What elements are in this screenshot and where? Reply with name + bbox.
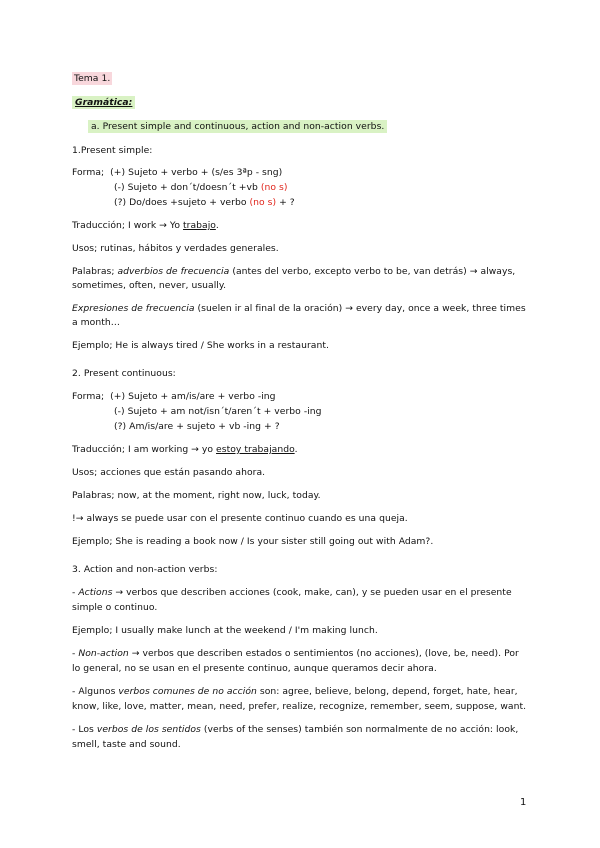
s1-exp-rest: (suelen ir al final de la oración) → every day, once a week, three times <box>194 303 526 314</box>
s3-sen-italic: verbos de los sentidos <box>96 724 201 735</box>
grammar-heading-text: Gramática: <box>72 96 135 109</box>
s3-actions-line2: simple o continuo. <box>72 602 158 613</box>
s1-form1: (+) Sujeto + verbo + (s/es 3ªp - sng) <box>110 167 283 178</box>
s3-alg-rest: son: agree, believe, belong, depend, forget, hate, hear, <box>256 686 518 697</box>
s1-ejemplo: Ejemplo; He is always tired / She works in a restaurant. <box>72 340 329 351</box>
s3-sentidos <box>72 724 518 736</box>
subtitle-text: a. Present simple and continuous, action and non-action verbs. <box>88 120 387 133</box>
s1-translation <box>72 220 219 232</box>
s1-palabras-line2: sometimes, often, never, usually. <box>72 280 227 291</box>
s3-nonaction-line2: lo general, no se usan en el presente continuo, aunque queramos decir ahora. <box>72 663 437 674</box>
s3-sen-rest: (verbs of the senses) también son normalmente de no acción: look, <box>200 724 519 735</box>
s1-expresiones-line2: a month… <box>72 317 120 328</box>
s1-usos: Usos; rutinas, hábitos y verdades generales. <box>72 243 279 254</box>
subtitle <box>88 121 387 133</box>
s3-alg-italic: verbos comunes de no acción <box>118 686 257 697</box>
s1-expresiones <box>72 303 526 315</box>
s3-algunos-line2: know, like, love, matter, mean, need, prefer, realize, recognize, remember, seem, suppose, want. <box>72 701 527 712</box>
title <box>72 73 112 85</box>
page-number: 1 <box>520 797 527 808</box>
s3-act-rest: → verbos que describen acciones (cook, make, can), y se pueden usar en el presente <box>112 587 512 598</box>
title-text: Tema 1. <box>74 73 111 84</box>
s1-trad-pre: Traducción; I work → Yo <box>72 220 183 231</box>
s2-heading: 2. Present continuous: <box>72 368 176 379</box>
s1-pal-pre: Palabras; <box>72 266 118 277</box>
s1-form-line1 <box>72 167 282 179</box>
s3-sen-pre: - Los <box>72 724 97 735</box>
s3-algunos <box>72 686 518 698</box>
s1-form-label: Forma; <box>72 167 105 178</box>
s1-trad-end: . <box>215 220 219 231</box>
s2-trad-end: . <box>294 444 298 455</box>
s2-form2: (-) Sujeto + am not/isn´t/aren´t + verbo -ing <box>114 406 322 417</box>
s2-translation <box>72 444 298 456</box>
s1-pal-rest: (antes del verbo, excepto verbo to be, van detrás) → always, <box>229 266 516 277</box>
s1-heading: 1.Present simple: <box>72 145 153 156</box>
s1-pal-italic: adverbios de frecuencia <box>117 266 230 277</box>
s3-non-italic: Non-action <box>78 648 129 659</box>
s1-form3: (?) Do/does +sujeto + verbo <box>114 197 250 208</box>
s2-form-line1 <box>72 391 276 403</box>
s1-form3-end: + ? <box>276 197 295 208</box>
s1-trad-underlined: trabajo <box>182 220 216 231</box>
s3-heading: 3. Action and non-action verbs: <box>72 564 218 575</box>
s1-form3-red: (no s) <box>249 197 277 208</box>
s2-palabras: Palabras; now, at the moment, right now, luck, today. <box>72 490 321 501</box>
s1-palabras <box>72 266 515 278</box>
s1-form-line2 <box>114 182 288 194</box>
s2-form-label: Forma; <box>72 391 105 402</box>
s2-nota: !→ always se puede usar con el presente continuo cuando es una queja. <box>72 513 408 524</box>
s3-sentidos-line2: smell, taste and sound. <box>72 739 181 750</box>
grammar-heading <box>72 97 135 109</box>
s3-non-rest: → verbos que describen estados o sentimientos (no acciones), (love, be, need). Por <box>128 648 519 659</box>
s2-form1: (+) Sujeto + am/is/are + verbo -ing <box>110 391 276 402</box>
s1-exp-italic: Expresiones de frecuencia <box>72 303 195 314</box>
s3-ejemplo: Ejemplo; I usually make lunch at the weekend / I'm making lunch. <box>72 625 378 636</box>
s3-act-italic: Actions <box>78 587 113 598</box>
s2-trad-pre: Traducción; I am working → yo <box>72 444 217 455</box>
s2-ejemplo: Ejemplo; She is reading a book now / Is your sister still going out with Adam?. <box>72 536 434 547</box>
s2-trad-underlined: estoy trabajando <box>216 444 295 455</box>
s1-form2-red: (no s) <box>260 182 288 193</box>
s3-non-pre: - <box>72 648 79 659</box>
s2-form3: (?) Am/is/are + sujeto + vb -ing + ? <box>114 421 280 432</box>
s1-form-line3 <box>114 197 295 209</box>
s3-actions <box>72 587 512 599</box>
s2-usos: Usos; acciones que están pasando ahora. <box>72 467 266 478</box>
s3-alg-pre: - Algunos <box>72 686 119 697</box>
s3-nonaction <box>72 648 519 660</box>
s1-form2: (-) Sujeto + don´t/doesn´t +vb <box>114 182 261 193</box>
s3-act-pre: - <box>72 587 79 598</box>
